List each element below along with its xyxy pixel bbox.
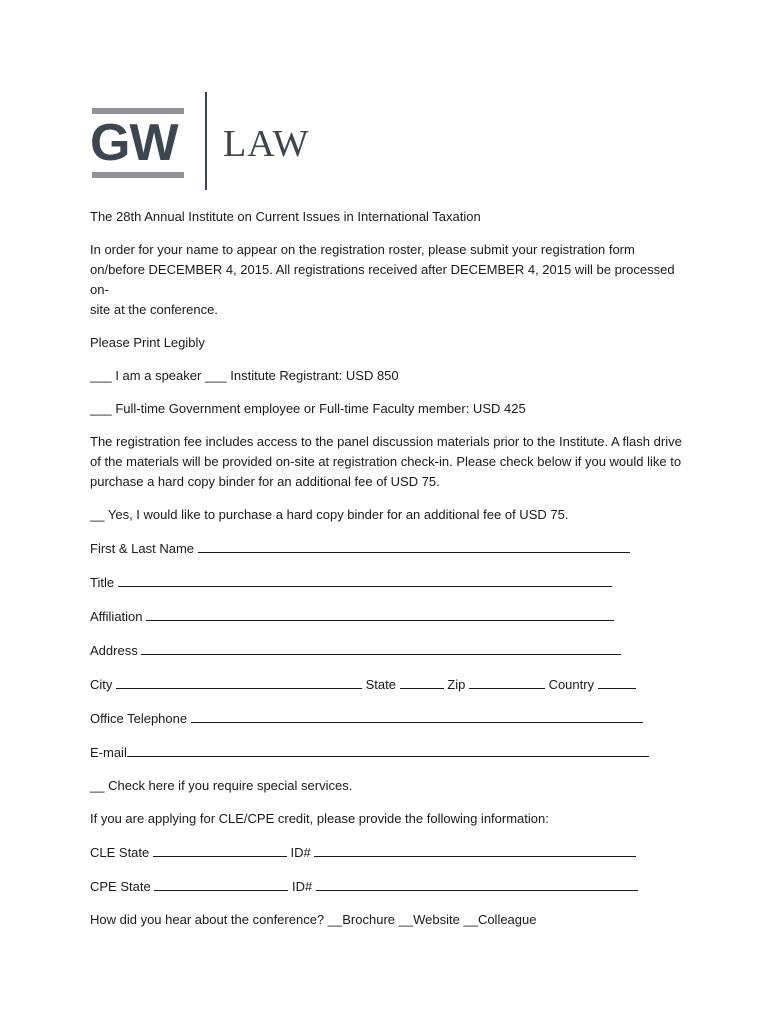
email-row [90,742,690,763]
cle-id-label: ID# [290,845,311,860]
affiliation-field[interactable] [146,606,614,621]
intro-line-1: In order for your name to appear on the registration roster, please submit your registration form [90,242,635,257]
country-label: Country [548,677,595,692]
title-field[interactable] [118,572,612,587]
address-field[interactable] [141,640,621,655]
colleague-checkbox-blank[interactable]: __ [463,912,478,927]
special-services-row [90,776,690,796]
fee-line-2: of the materials will be provided on-site at registration check-in. Please check below if you would like to [90,454,682,469]
government-checkbox-blank[interactable]: ___ [90,401,112,416]
cle-row [90,842,690,863]
brochure-label: Brochure [342,912,396,927]
zip-label: Zip [447,677,466,692]
phone-row [90,708,690,729]
logo-bottom-bar [92,172,184,178]
cpe-row [90,876,690,897]
cle-state-label: CLE State [90,845,150,860]
registration-form [90,207,690,943]
fee-paragraph [90,432,690,492]
title-row [90,572,690,593]
cle-state-field[interactable] [153,842,287,857]
website-label: Website [413,912,460,927]
print-legibly: Please Print Legibly [90,335,205,350]
colleague-label: Colleague [477,912,537,927]
email-field[interactable] [127,742,649,757]
logo-law-text: LAW [223,123,310,165]
affiliation-row [90,606,690,627]
name-field[interactable] [198,538,630,553]
fee-line-1: The registration fee includes access to the panel discussion materials prior to the Institute. A flash drive [90,434,682,449]
cle-intro: If you are applying for CLE/CPE credit, please provide the following information: [90,811,549,826]
speaker-registrant-row [90,366,690,386]
state-field[interactable] [400,674,444,689]
hear-about-label: How did you hear about the conference? [90,912,325,927]
email-label: E-mail [90,745,127,760]
cpe-id-label: ID# [291,879,313,894]
hear-about-row [90,910,690,930]
special-services-label: Check here if you require special services. [108,778,353,793]
registrant-label: Institute Registrant: USD 850 [230,368,399,383]
registrant-checkbox-blank[interactable]: ___ [204,368,227,383]
address-row [90,640,690,661]
government-label: Full-time Government employee or Full-time Faculty member: USD 425 [115,401,526,416]
phone-label: Office Telephone [90,711,188,726]
binder-label: Yes, I would like to purchase a hard copy binder for an additional fee of USD 75. [107,507,569,522]
fee-line-3: purchase a hard copy binder for an additional fee of USD 75. [90,474,440,489]
city-field[interactable] [116,674,362,689]
zip-field[interactable] [469,674,545,689]
cpe-id-field[interactable] [316,876,638,891]
form-title: The 28th Annual Institute on Current Issues in International Taxation [90,209,481,224]
speaker-checkbox-blank[interactable]: ___ [90,368,112,383]
gw-law-logo [92,92,332,192]
cpe-state-label: CPE State [90,879,151,894]
binder-checkbox-blank[interactable]: __ [90,507,105,522]
cpe-state-field[interactable] [154,876,288,891]
government-faculty-row [90,399,690,419]
intro-paragraph [90,240,690,320]
special-services-checkbox-blank[interactable]: __ [90,778,105,793]
website-checkbox-blank[interactable]: __ [398,912,414,927]
logo-gw-text: GW [90,114,178,172]
logo-divider [205,92,207,190]
speaker-label: I am a speaker [115,368,202,383]
binder-row [90,505,690,525]
intro-line-2: on/before DECEMBER 4, 2015. All registrations received after DECEMBER 4, 2015 will be processed on- [90,262,675,297]
affiliation-label: Affiliation [90,609,143,624]
brochure-checkbox-blank[interactable]: __ [327,912,343,927]
title-label: Title [90,575,115,590]
name-label: First & Last Name [90,541,195,556]
address-label: Address [90,643,138,658]
intro-line-3: site at the conference. [90,302,218,317]
city-label: City [90,677,113,692]
city-row [90,674,690,695]
phone-field[interactable] [191,708,643,723]
name-row [90,538,690,559]
cle-id-field[interactable] [314,842,636,857]
state-label: State [365,677,396,692]
country-field[interactable] [598,674,636,689]
